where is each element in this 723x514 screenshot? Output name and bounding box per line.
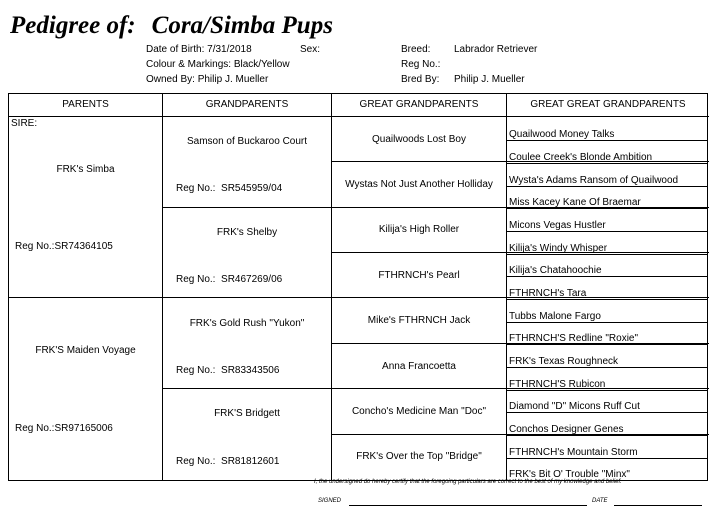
header-great-great-grandparents: GREAT GREAT GRANDPARENTS: [530, 99, 686, 110]
great-great-grandparent-name: Wysta's Adams Ransom of Quailwood: [507, 175, 707, 187]
great-grandparent-name: Mike's FTHRNCH Jack: [367, 315, 471, 326]
grandparent-reg: [176, 365, 279, 376]
great-great-grandparent-name: Kilija's Windy Whisper: [507, 243, 707, 255]
grandparent-reg: [176, 183, 282, 194]
signed-label: SIGNED: [318, 498, 342, 504]
great-grandparent-name: FRK's Over the Top "Bridge": [356, 451, 482, 462]
sire-label: SIRE:: [11, 118, 38, 129]
header-parents: PARENTS: [62, 99, 109, 110]
great-great-grandparent-name: Kilija's Chatahoochie: [507, 265, 707, 277]
colour-label: Colour & Markings:: [146, 59, 232, 70]
great-grandparent-name: Wystas Not Just Another Holliday: [345, 179, 493, 190]
header-grandparents: GRANDPARENTS: [205, 99, 289, 110]
reg-value: SR74364105: [54, 241, 113, 252]
dob-label: Date of Birth:: [146, 44, 205, 55]
dam-name: FRK'S Maiden Voyage: [35, 345, 136, 356]
col-divider: [331, 94, 332, 480]
date-label: DATE: [592, 498, 608, 504]
reg-label: Reg No.:: [176, 365, 216, 376]
title-prefix: Pedigree of:: [10, 12, 136, 39]
great-great-grandparent-name: Miss Kacey Kane Of Braemar: [507, 197, 707, 209]
grandparent-name: FRK's Gold Rush "Yukon": [189, 318, 305, 329]
great-great-grandparent-name: Conchos Designer Genes: [507, 424, 707, 436]
great-grandparent-name: FTHRNCH's Pearl: [378, 270, 460, 281]
dob-field: [146, 44, 252, 55]
reg-value: SR83343506: [221, 365, 280, 376]
page-title: [10, 12, 333, 40]
sire-name: FRK's Simba: [56, 164, 115, 175]
reg-label: Reg No.:: [176, 274, 216, 285]
colour-value: Black/Yellow: [233, 59, 290, 70]
great-grandparent-name: Kilija's High Roller: [378, 224, 460, 235]
bred-label: Bred By:: [401, 74, 440, 85]
great-great-grandparent-name: FTHRNCH's Mountain Storm: [507, 447, 707, 459]
sex-label: Sex:: [300, 44, 321, 55]
owned-value: Philip J. Mueller: [197, 74, 269, 85]
reg-label: Reg No.:: [176, 183, 216, 194]
sex-field: [300, 44, 320, 55]
certification-text: I, the undersigned do hereby certify that the foregoing particulars are correct to the best of my knowledge and belief.: [314, 479, 622, 485]
grandparent-reg: [176, 274, 282, 285]
header-great-grandparents: GREAT GRANDPARENTS: [359, 99, 479, 110]
header-divider: [9, 116, 709, 117]
reg-value: SR97165006: [54, 423, 113, 434]
great-great-grandparent-name: Quailwood Money Talks: [507, 129, 707, 141]
great-great-grandparent-name: FTHRNCH'S Redline "Roxie": [507, 333, 707, 345]
reg-value: SR545959/04: [221, 183, 283, 194]
pedigree-table: [8, 93, 708, 481]
breed-label: Breed:: [401, 44, 431, 55]
bred-value: Philip J. Mueller: [454, 74, 525, 85]
grandparent-name: FRK's Shelby: [216, 227, 278, 238]
col-divider: [162, 94, 163, 480]
sire-reg: [15, 241, 113, 252]
colour-field: [146, 59, 290, 70]
grandparent-name: Samson of Buckaroo Court: [186, 136, 308, 147]
great-great-grandparent-name: FRK's Texas Roughneck: [507, 356, 707, 368]
great-great-grandparent-name: FRK's Bit O' Trouble "Minx": [507, 469, 707, 481]
reg-value: SR467269/06: [221, 274, 283, 285]
regno-label: Reg No.:: [401, 59, 441, 70]
owned-field: [146, 74, 268, 85]
great-great-grandparent-name: Micons Vegas Hustler: [507, 220, 707, 232]
reg-value: SR81812601: [221, 456, 280, 467]
great-great-grandparent-name: Tubbs Malone Fargo: [507, 311, 707, 323]
grandparent-reg: [176, 456, 279, 467]
dam-reg: [15, 423, 113, 434]
great-great-grandparent-name: Coulee Creek's Blonde Ambition: [507, 152, 707, 164]
great-grandparent-name: Concho's Medicine Man "Doc": [351, 406, 487, 417]
reg-label: Reg No.:: [15, 423, 55, 434]
great-grandparent-name: Anna Francoetta: [382, 361, 456, 372]
reg-label: Reg No.:: [15, 241, 55, 252]
dob-value: 7/31/2018: [207, 44, 252, 55]
great-great-grandparent-name: Diamond "D" Micons Ruff Cut: [507, 401, 707, 413]
breed-value: Labrador Retriever: [454, 44, 538, 55]
great-grandparent-name: Quailwoods Lost Boy: [372, 134, 466, 145]
owned-label: Owned By:: [146, 74, 195, 85]
great-great-grandparent-name: FTHRNCH'S Rubicon: [507, 379, 707, 391]
reg-label: Reg No.:: [176, 456, 216, 467]
signature-line: [349, 505, 587, 506]
grandparent-name: FRK'S Bridgett: [214, 408, 280, 419]
great-great-grandparent-name: FTHRNCH's Tara: [507, 288, 707, 300]
date-line: [614, 505, 702, 506]
litter-name: Cora/Simba Pups: [151, 12, 333, 39]
